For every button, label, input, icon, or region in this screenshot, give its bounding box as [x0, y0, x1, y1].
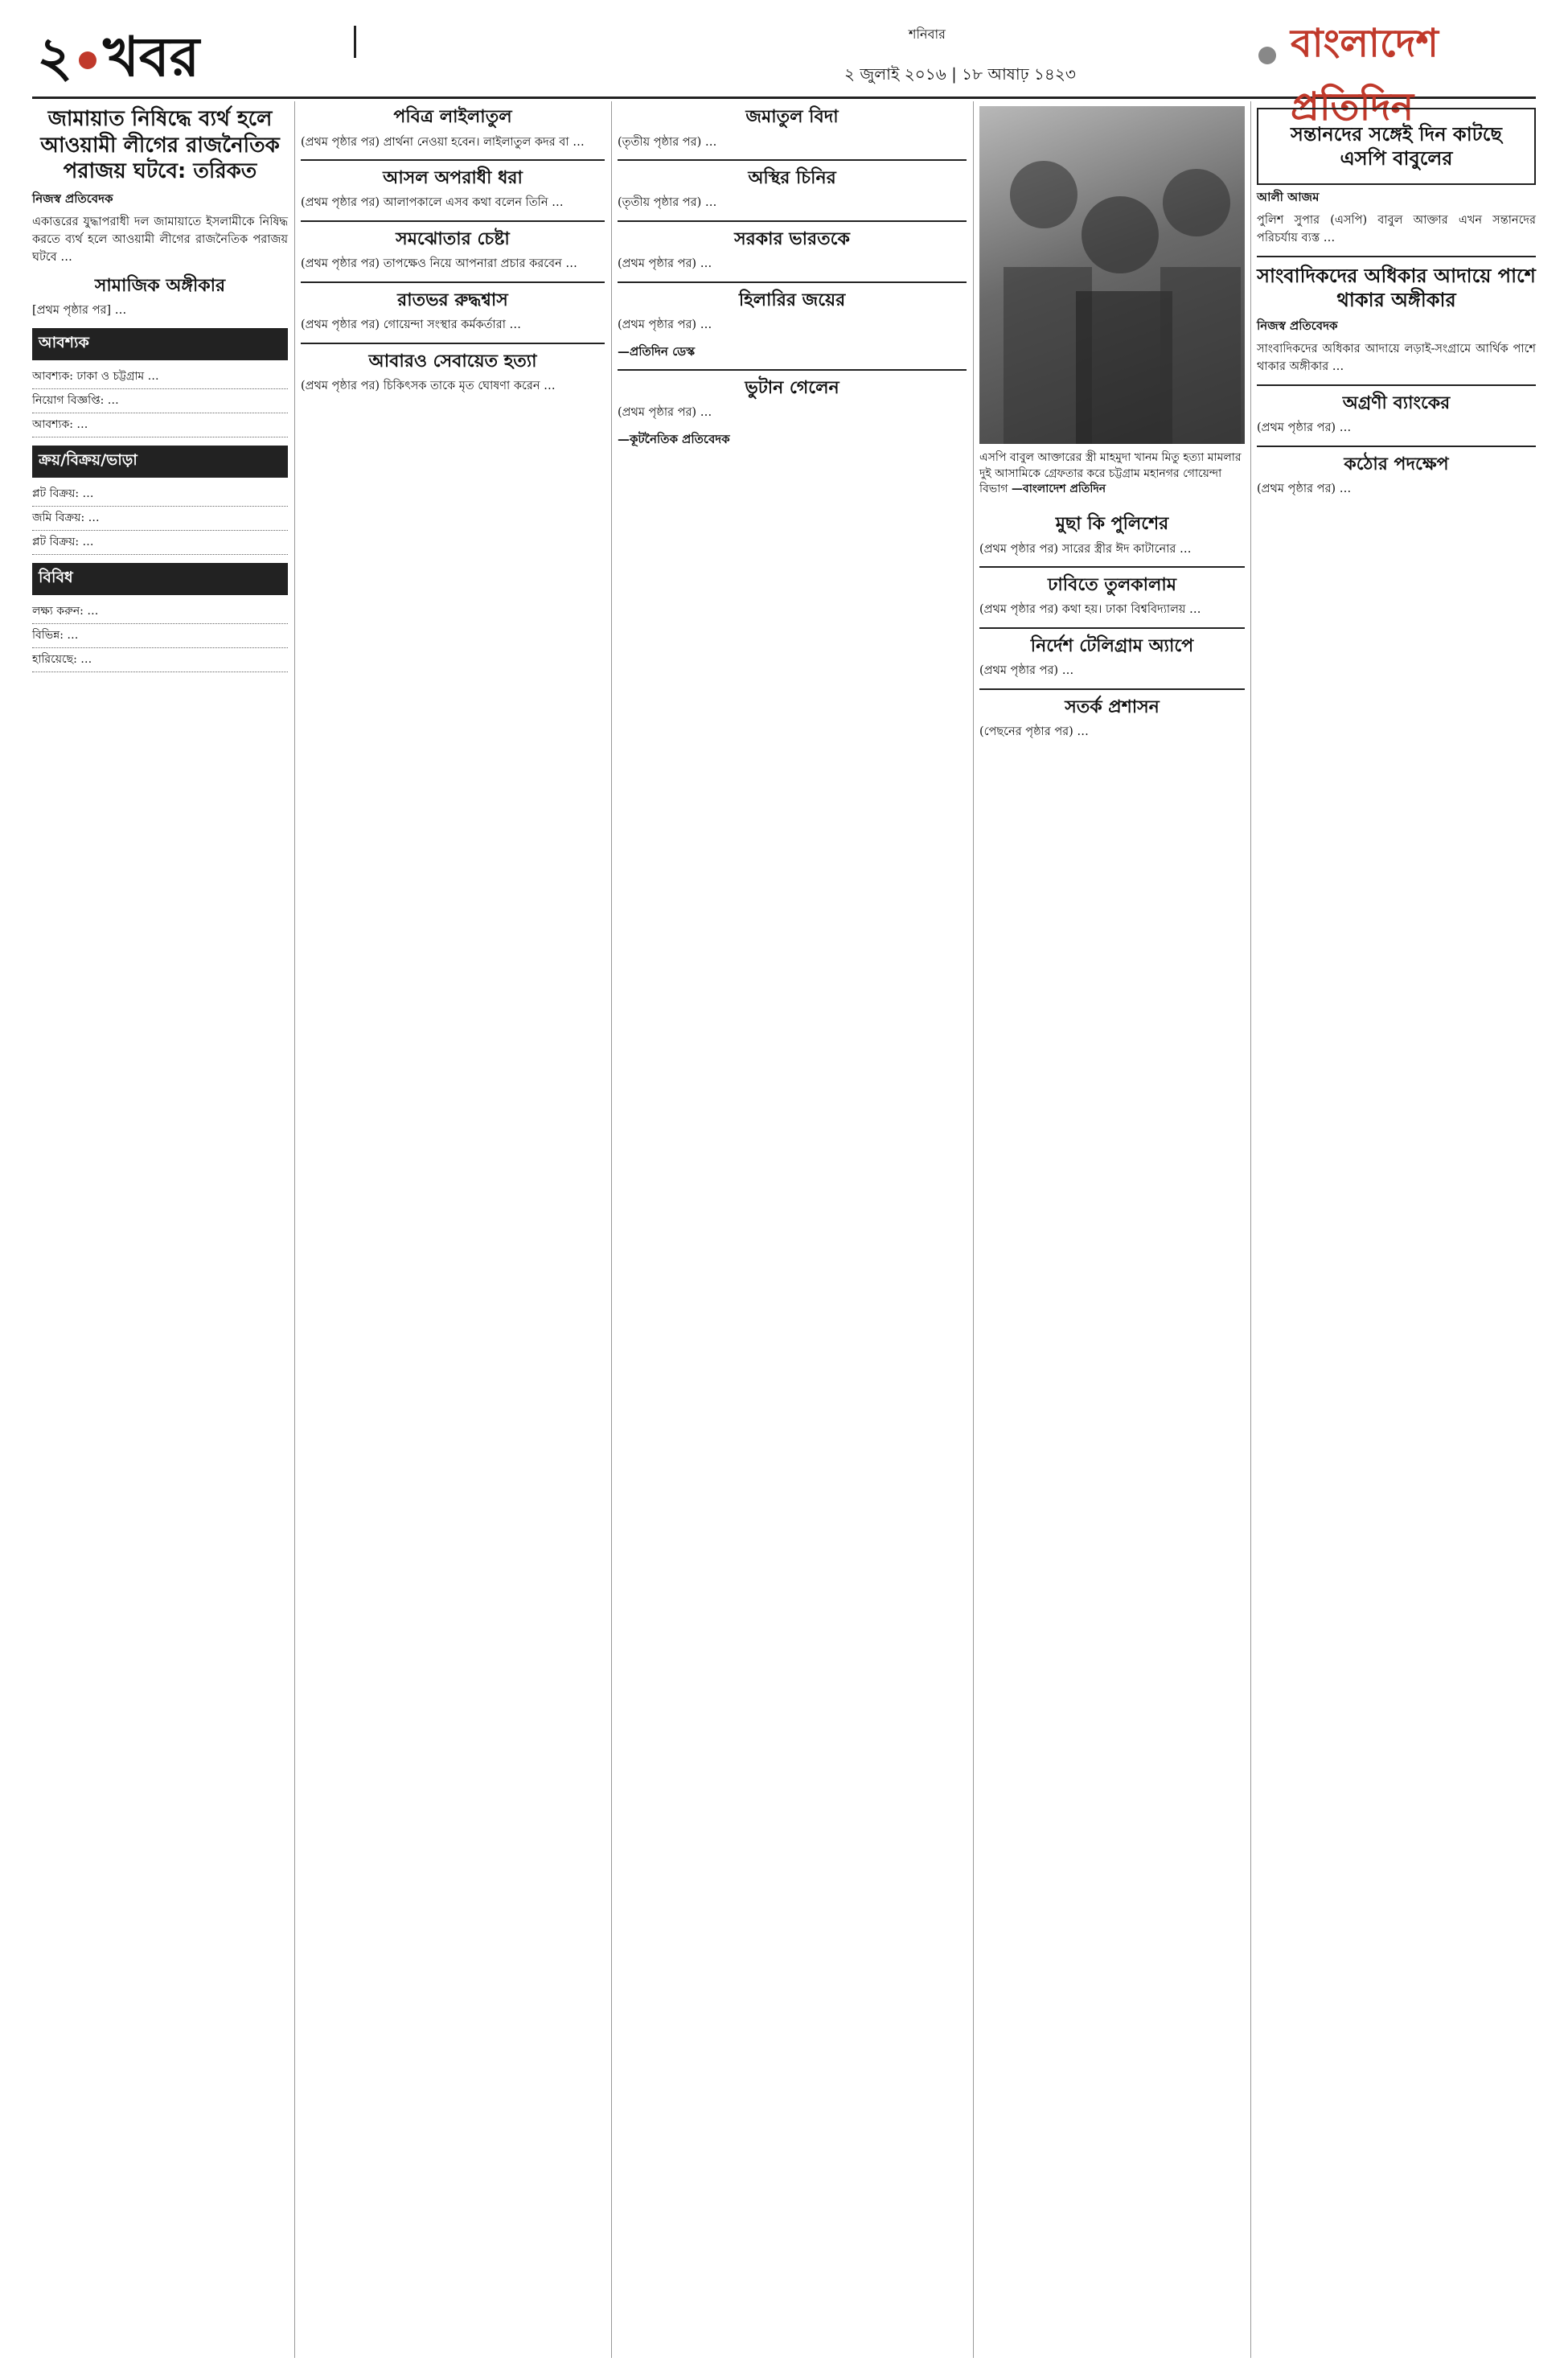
article-body: (প্রথম পৃষ্ঠার পর) … — [1257, 483, 1352, 496]
article-body: (প্রথম পৃষ্ঠার পর) … — [618, 257, 712, 271]
header-day: শনিবার — [909, 27, 946, 42]
column-5 — [1257, 101, 1536, 2358]
headline-strict-measures: কঠোর পদক্ষেপ — [1344, 454, 1449, 474]
article-body: (প্রথম পৃষ্ঠার পর) … — [1257, 421, 1352, 435]
column-2 — [301, 101, 605, 2358]
divider — [979, 688, 1245, 690]
classified-header-trade: ক্রয়/বিক্রয়/ভাড়া — [32, 446, 288, 478]
photo-credit: —বাংলাদেশ প্রতিদিন — [1011, 483, 1106, 496]
byline: আলী আজম — [1257, 190, 1320, 204]
article-body: (প্রথম পৃষ্ঠার পর) সারের স্ত্রীর ঈদ কাটানোর … — [979, 542, 1192, 556]
headline-govt-india: সরকার ভারতকে — [734, 228, 850, 249]
classified-item: আবশ্যক: ঢাকা ও চট্টগ্রাম … — [32, 365, 288, 389]
byline: নিজস্ব প্রতিবেদক — [32, 191, 113, 206]
article-body: (প্রথম পৃষ্ঠার পর) কথা হয়। ঢাকা বিশ্ববিদ্যালয় … — [979, 603, 1201, 617]
divider — [618, 220, 967, 222]
photo-caption — [979, 450, 1245, 498]
headline-sebayet-murder: আবারও সেবায়েত হত্যা — [368, 351, 537, 372]
article-body: (তৃতীয় পৃষ্ঠার পর) … — [618, 135, 717, 149]
divider — [301, 343, 605, 344]
headline-musa: মুছা কি পুলিশের — [1055, 514, 1169, 534]
headline-night-tension: রাতভর রুদ্ধশ্বাস — [397, 290, 508, 310]
feature-box — [1257, 108, 1536, 185]
headline-real-culprit: আসল অপরাধী ধরা — [383, 167, 523, 188]
headline-social: সামাজিক অঙ্গীকার — [94, 275, 226, 296]
headline-compromise: সমঝোতার চেষ্টা — [396, 228, 510, 249]
headline-journalists-rights: সাংবাদিকদের অধিকার আদায়ে পাশে থাকার অঙ্গীকার — [1257, 264, 1536, 311]
divider — [301, 220, 605, 222]
masthead-logo: বাংলাদেশ প্রতিদিন — [1291, 21, 1439, 129]
divider — [1257, 446, 1536, 447]
classified-item: নিয়োগ বিজ্ঞপ্তি: … — [32, 389, 288, 413]
headline-bhutan: ভুটান গেলেন — [745, 377, 839, 398]
headline-du-chaos: ঢাবিতে তুলকালাম — [1047, 574, 1177, 595]
news-photo — [979, 106, 1245, 444]
article-body: (প্রথম পৃষ্ঠার পর) … — [618, 318, 712, 332]
headline-sugar: অস্থির চিনির — [748, 167, 836, 188]
header-date: ২ জুলাই ২০১৬ | ১৮ আষাঢ় ১৪২৩ — [844, 64, 1076, 84]
bullet-dot-icon — [79, 51, 96, 69]
headline-agrani-bank: অগ্রণী ব্যাংকের — [1342, 392, 1451, 413]
article-body: (প্রথম পৃষ্ঠার পর) … — [618, 406, 712, 420]
classified-item: জমি বিক্রয়: … — [32, 507, 288, 531]
divider — [301, 159, 605, 161]
classified-item: হারিয়েছে: … — [32, 648, 288, 672]
headline-telegram: নির্দেশ টেলিগ্রাম অ্যাপে — [1030, 635, 1194, 656]
article-body: (প্রথম পৃষ্ঠার পর) আলাপকালে এসব কথা বলেন তিনি … — [301, 196, 564, 210]
article-body: (প্রথম পৃষ্ঠার পর) … — [979, 664, 1074, 678]
headline-alert-admin: সতর্ক প্রশাসন — [1065, 696, 1160, 717]
column-4 — [979, 508, 1245, 2358]
article-body: (তৃতীয় পৃষ্ঠার পর) … — [618, 196, 717, 210]
byline: নিজস্ব প্রতিবেদক — [1257, 318, 1338, 333]
classified-item: আবশ্যক: … — [32, 413, 288, 437]
classified-item: প্লট বিক্রয়: … — [32, 483, 288, 507]
article-body: পুলিশ সুপার (এসপি) বাবুল আক্তার এখন সন্তানদের পরিচর্যায় ব্যস্ত … — [1257, 214, 1536, 245]
classified-header-misc: বিবিধ — [32, 563, 288, 595]
divider — [1257, 384, 1536, 386]
column-1 — [32, 101, 288, 2358]
column-3 — [618, 101, 967, 2358]
divider — [1257, 256, 1536, 257]
section-name: খবর — [103, 26, 200, 89]
column-rule — [1250, 101, 1251, 2358]
divider — [301, 281, 605, 283]
photo-caption-text: এসপি বাবুল আক্তারের স্ত্রী মাহমুদা খানম মিতু হত্যা মামলার দুই আসামিকে গ্রেফতার করে চট্টগ্রাম মহানগর গোয়েন্দা বিভাগ — [979, 451, 1242, 496]
headline-lailatul: পবিত্র লাইলাতুল — [393, 107, 512, 127]
classified-item: লক্ষ্য করুন: … — [32, 600, 288, 624]
article-body: একাত্তরের যুদ্ধাপরাধী দল জামায়াতে ইসলামীকে নিষিদ্ধ করতে ব্যর্থ হলে আওয়ামী লীগের রাজনৈতিক পরাজয় ঘটবে … — [32, 215, 288, 265]
credit: —প্রতিদিন ডেস্ক — [618, 343, 696, 359]
classified-item: প্লট বিক্রয়: … — [32, 531, 288, 555]
classified-item: বিভিন্ন: … — [32, 624, 288, 648]
article-body: (পেছনের পৃষ্ঠার পর) … — [979, 725, 1089, 739]
article-body: সাংবাদিকদের অধিকার আদায়ে লড়াই-সংগ্রামে আর্থিক পাশে থাকার অঙ্গীকার … — [1257, 342, 1536, 374]
article-body: [প্রথম পৃষ্ঠার পর] … — [32, 304, 127, 318]
divider — [618, 281, 967, 283]
page-number — [37, 14, 199, 106]
headline-hillary: হিলারির জয়ের — [738, 290, 846, 310]
column-rule — [294, 101, 295, 2358]
article-body: (প্রথম পৃষ্ঠার পর) চিকিৎসক তাকে মৃত ঘোষণা করেন … — [301, 380, 556, 393]
column-rule — [973, 101, 974, 2358]
headline-sp-babul: সন্তানদের সঙ্গেই দিন কাটছে এসপি বাবুলের — [1291, 123, 1502, 170]
divider — [979, 566, 1245, 568]
page-number-text: ২ — [37, 26, 73, 89]
headline-jamaat: জামায়াত নিষিদ্ধে ব্যর্থ হলে আওয়ামী লীগের রাজনৈতিক পরাজয় ঘটবে: তরিকত — [40, 107, 280, 183]
divider — [618, 159, 967, 161]
divider — [618, 369, 967, 371]
header-divider — [354, 26, 469, 58]
article-body: (প্রথম পৃষ্ঠার পর) তাপক্ষেও নিয়ে আপনারা প্রচার করবেন … — [301, 257, 577, 271]
column-rule — [611, 101, 612, 2358]
photo-placeholder-icon — [979, 106, 1245, 444]
article-body: (প্রথম পৃষ্ঠার পর) প্রার্থনা নেওয়া হবেন। লাইলাতুল কদর বা … — [301, 135, 585, 149]
article-body: (প্রথম পৃষ্ঠার পর) গোয়েন্দা সংস্থার কর্মকর্তারা … — [301, 318, 522, 332]
headline-jumatul-bida: জমাতুল বিদা — [745, 107, 839, 127]
credit: —কূটনৈতিক প্রতিবেদক — [618, 431, 730, 446]
classified-header-needs: আবশ্যক — [32, 328, 288, 360]
divider — [979, 627, 1245, 629]
masthead-dot-icon — [1258, 47, 1276, 64]
